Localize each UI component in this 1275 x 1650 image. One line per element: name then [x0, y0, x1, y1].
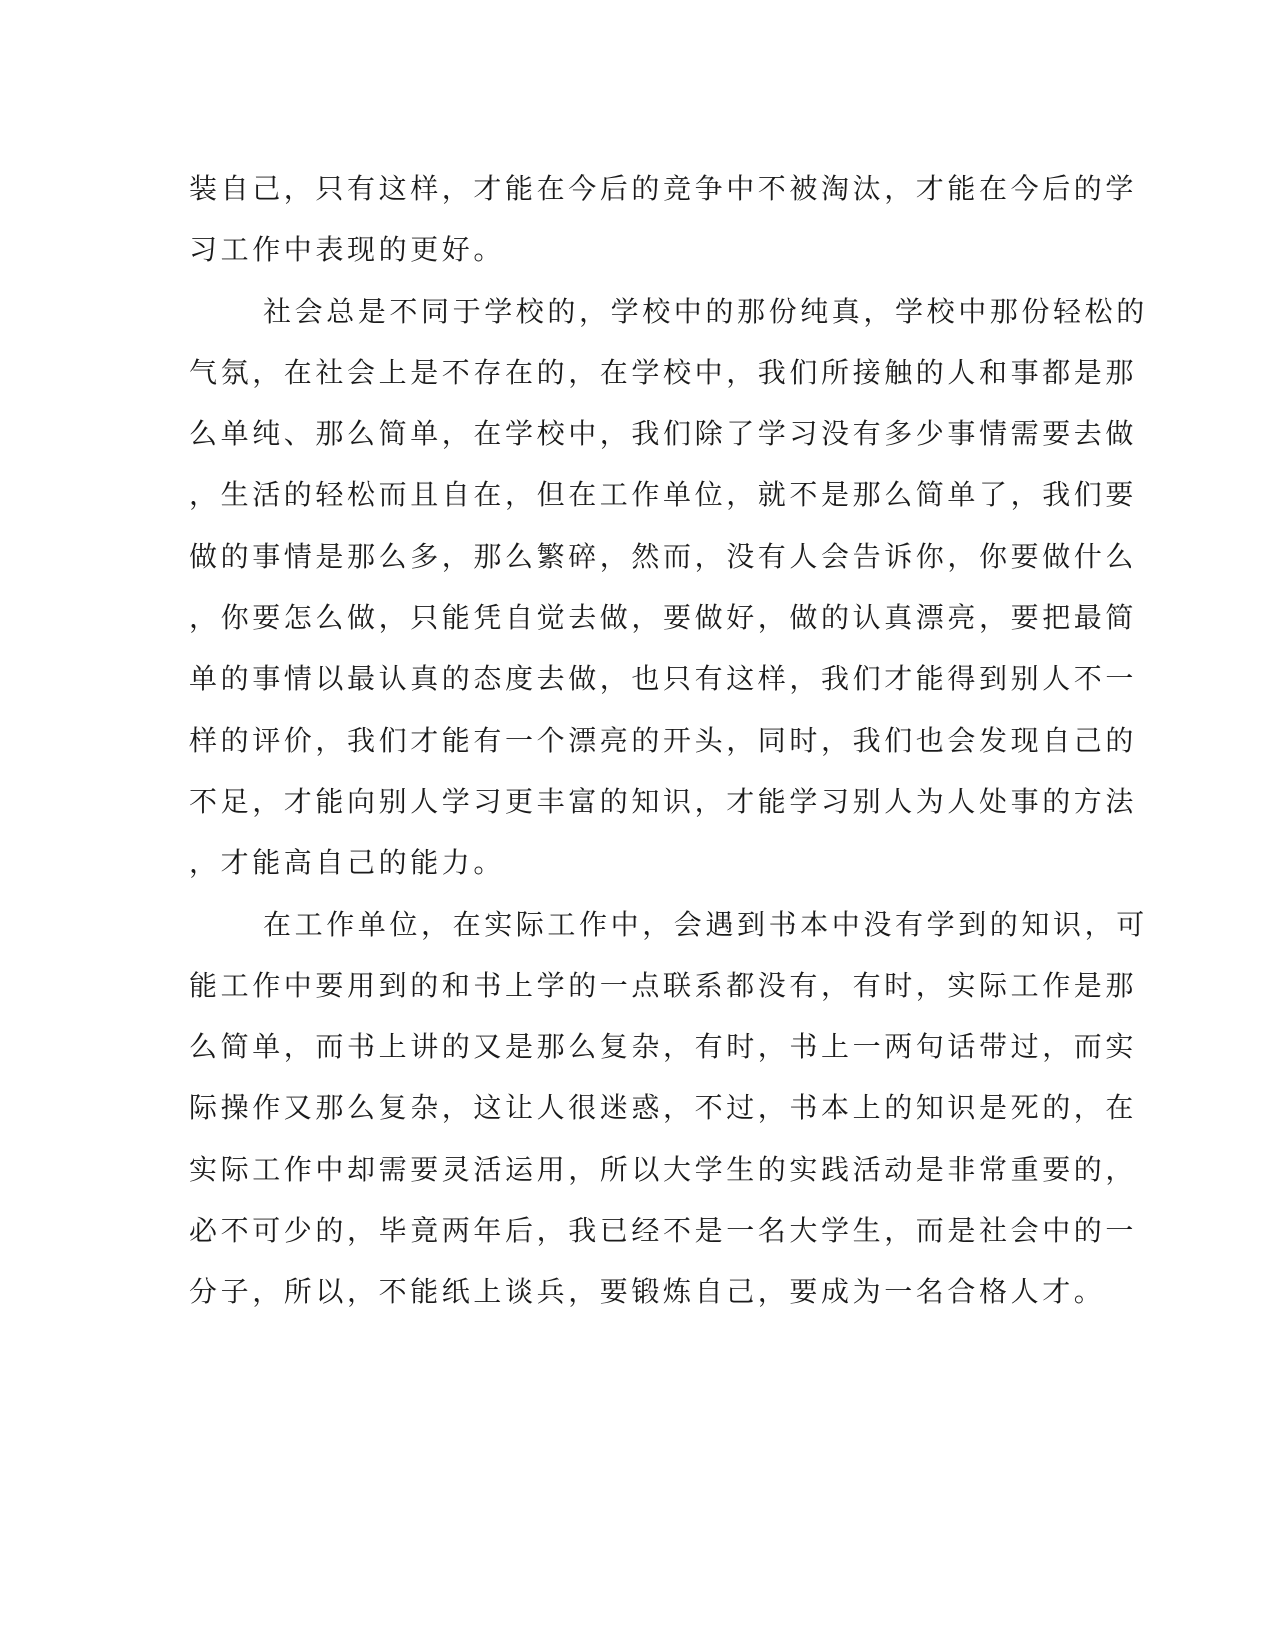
text-line: ，你要怎么做，只能凭自觉去做，要做好，做的认真漂亮，要把最简 [189, 601, 1138, 635]
text-line: 单的事情以最认真的态度去做，也只有这样，我们才能得到别人不一 [189, 662, 1138, 696]
text-line: 样的评价，我们才能有一个漂亮的开头，同时，我们也会发现自己的 [189, 723, 1138, 757]
text-line: 际操作又那么复杂，这让人很迷惑，不过，书本上的知识是死的，在 [189, 1091, 1138, 1125]
text-line: 气氛，在社会上是不存在的，在学校中，我们所接触的人和事都是那 [189, 355, 1138, 389]
text-line: 分子，所以，不能纸上谈兵，要锻炼自己，要成为一名合格人才。 [189, 1275, 1106, 1309]
text-line: 么单纯、那么简单，在学校中，我们除了学习没有多少事情需要去做 [189, 417, 1138, 451]
text-line: ，才能高自己的能力。 [189, 846, 506, 880]
text-line: 习工作中表现的更好。 [189, 233, 506, 267]
paragraph-start-line: 在工作单位，在实际工作中，会遇到书本中没有学到的知识，可 [263, 907, 1148, 941]
paragraph-start-line: 社会总是不同于学校的，学校中的那份纯真，学校中那份轻松的 [263, 294, 1148, 328]
text-line: 么简单，而书上讲的又是那么复杂，有时，书上一两句话带过，而实 [189, 1030, 1138, 1064]
text-line: 实际工作中却需要灵活运用，所以大学生的实践活动是非常重要的， [189, 1152, 1138, 1186]
text-line: 装自己，只有这样，才能在今后的竞争中不被淘汰，才能在今后的学 [189, 172, 1138, 205]
text-line: 能工作中要用到的和书上学的一点联系都没有，有时，实际工作是那 [189, 968, 1138, 1002]
text-line: 必不可少的，毕竟两年后，我已经不是一名大学生，而是社会中的一 [189, 1214, 1138, 1248]
text-line: 不足，才能向别人学习更丰富的知识，才能学习别人为人处事的方法 [189, 784, 1138, 818]
body-text [189, 158, 1148, 1323]
text-line: ，生活的轻松而且自在，但在工作单位，就不是那么简单了，我们要 [189, 478, 1138, 512]
text-line: 做的事情是那么多，那么繁碎，然而，没有人会告诉你，你要做什么 [189, 539, 1138, 573]
